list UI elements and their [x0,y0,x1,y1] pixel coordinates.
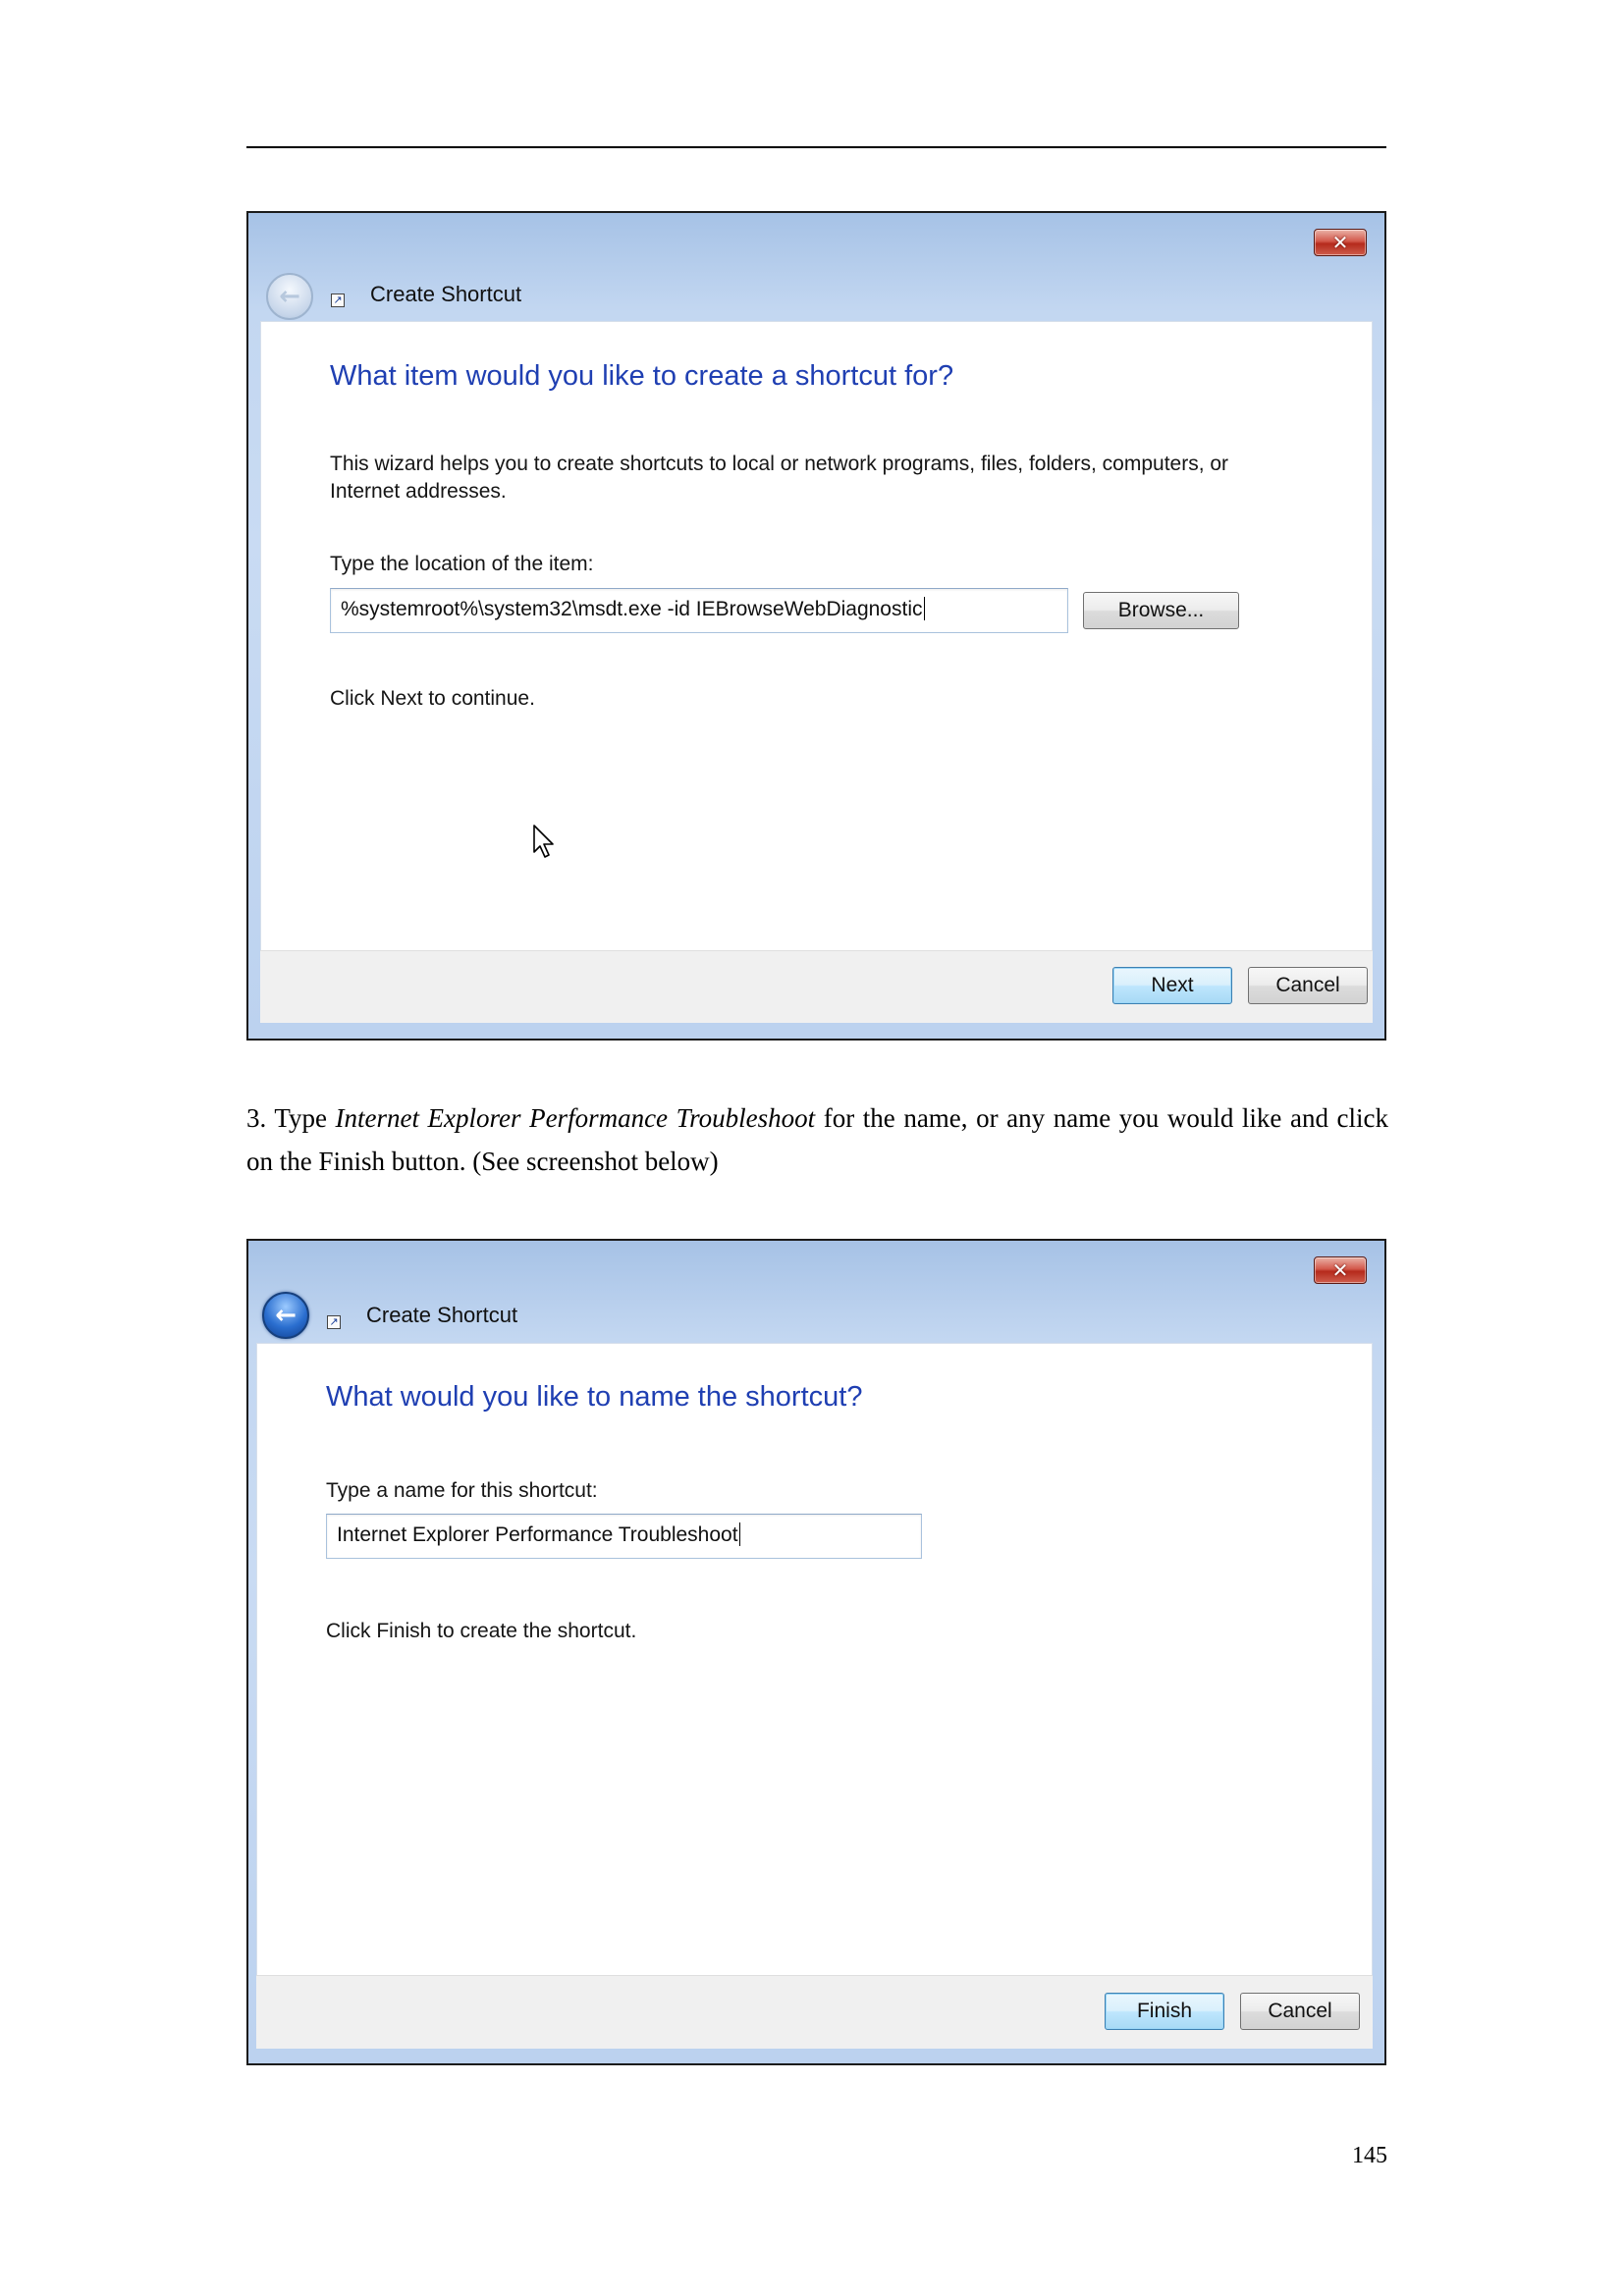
close-button[interactable] [1314,229,1367,256]
cancel-button[interactable]: Cancel [1240,1993,1360,2030]
wizard-description: This wizard helps you to create shortcuts to local or network programs, files, folders, computers, or Internet addresses. [330,453,1229,503]
close-button[interactable] [1314,1256,1367,1284]
back-button[interactable] [266,273,313,320]
location-input[interactable] [330,588,1068,633]
dialog-footer [256,1975,1373,2049]
text-caret [739,1522,740,1546]
dialog-titlebar [248,1241,1384,1349]
step-text-suffix: for the name, or any name you would like and click on the Finish button. (See screenshot below) [246,1103,1388,1176]
continue-instruction: Click Next to continue. [330,687,535,710]
header-rule [246,146,1386,148]
shortcut-arrow-icon: ↗ [327,1315,341,1329]
browse-button[interactable]: Browse... [1083,592,1239,629]
dialog-heading: What would you like to name the shortcut? [326,1381,863,1413]
finish-instruction: Click Finish to create the shortcut. [326,1620,637,1642]
dialog-content [260,321,1373,951]
shortcut-arrow-icon: ↗ [331,294,345,307]
shortcut-name-input[interactable] [326,1514,922,1559]
dialog-footer [260,950,1373,1023]
name-label: Type a name for this shortcut: [326,1479,598,1502]
shortcut-name-value: Internet Explorer Performance Troubleshoot [337,1523,738,1546]
step-3-instruction [246,1096,1388,1183]
back-arrow-icon: ← [275,1301,297,1330]
close-icon: ✕ [1331,1258,1349,1282]
create-shortcut-dialog-location [246,211,1386,1041]
location-label: Type the location of the item: [330,553,594,575]
dialog-title: Create Shortcut [370,282,522,306]
mouse-pointer-icon [533,825,557,860]
finish-button[interactable]: Finish [1105,1993,1224,2030]
create-shortcut-dialog-name [246,1239,1386,2065]
dialog-title: Create Shortcut [366,1303,518,1327]
cancel-button[interactable]: Cancel [1248,967,1368,1004]
back-arrow-icon: ← [279,282,300,311]
step-text-name: Internet Explorer Performance Troubleshoot [335,1103,816,1133]
location-input-value: %systemroot%\system32\msdt.exe -id IEBrowseWebDiagnostic [341,598,923,620]
next-button[interactable]: Next [1112,967,1232,1004]
page-number: 145 [1352,2143,1387,2168]
dialog-content [256,1343,1373,1977]
step-text-prefix: 3. Type [246,1103,336,1133]
text-caret [924,597,925,620]
back-button[interactable] [262,1292,309,1339]
close-icon: ✕ [1331,231,1349,254]
dialog-heading: What item would you like to create a shortcut for? [330,360,954,392]
dialog-titlebar [248,213,1384,321]
